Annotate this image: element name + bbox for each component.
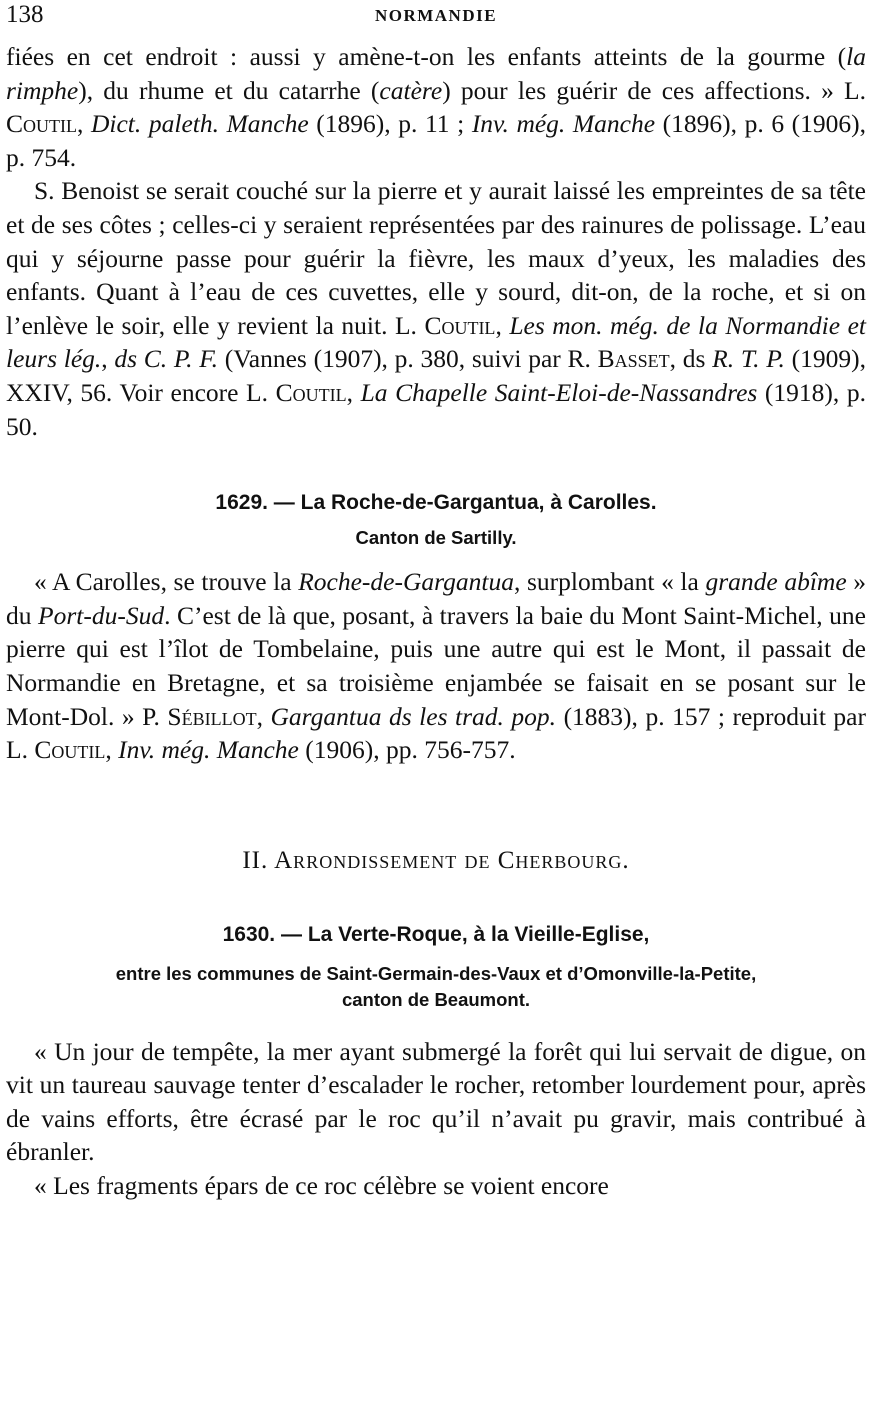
paragraph-benoist: S. Benoist se serait couché sur la pierre et y aurait laissé les empreintes de sa tête et de ses côtes ; celles-ci y seraient représentées par des rainures de polissage. L’eau qui y séjourne passe pour guérir la fièvre, les maux d’yeux, les maladies des enfants. Quant à l’eau de ces cuvettes, elle y sourd, dit-on, de la roche, et si on l’enlève le soir, elle y revient la nuit. L. Coutil, Les mon. még. de la Normandie et leurs lég., ds C. P. F. (Vannes (1907), p. 380, suivi par R. Basset, ds R. T. P. (1909), XXIV, 56. Voir encore L. Coutil, La Chapelle Saint-Eloi-de-Nassandres (1918), p. 50. [6,176,867,441]
entry-1630-communes: entre les communes de Saint-Germain-des-Vaux et d’Omonville-la-Petite, [115,962,757,984]
page-number: 138 [6,1,44,28]
entry-1630-canton: canton de Beaumont. [341,988,531,1010]
paragraph-carolles: « A Carolles, se trouve la Roche-de-Gargantua, surplombant « la grande abîme » du Port-du-Sud. C’est de là que, posant, à travers la baie du Mont Saint-Michel, une pierre qui est l’îlot de Tombelaine, puis une autre qui est le Mont, il passait de Normandie en Bretagne, et sa troisième enjambée se faisait en se posant sur le Mont-Dol. » P. Sébillot, Gargantua ds les trad. pop. (1883), p. 157 ; reproduit par L. Coutil, Inv. még. Manche (1906), pp. 756-757. [6,567,867,765]
paragraph-fragments: « Les fragments épars de ce roc célèbre se voient encore [34,1171,609,1201]
paragraph-continuation: fiées en cet endroit : aussi y amène-t-on les enfants atteints de la gourme (la rimphe), du rhume et du catarrhe (catère) pour les guérir de ces affections. » L. Coutil, Dict. paleth. Manche (1896), p. 11 ; Inv. még. Manche (1896), p. 6 (1906), p. 754. [6,42,867,172]
entry-1630-title: 1630. — La Verte-Roque, à la Vieille-Eglise, [222,922,650,946]
paragraph-tempete: « Un jour de tempête, la mer ayant submergé la forêt qui lui servait de digue, on vit un taureau sauvage tenter d’escalader le rocher, retomber lourdement pour, après de vains efforts, être écrasé par le roc qu’il n’avait pu gravir, mais contribué à ébranler. [6,1036,866,1167]
running-title: NORMANDIE [374,6,498,25]
entry-1629-canton: Canton de Sartilly. [355,527,517,549]
running-head [6,0,866,34]
section-title: II. Arrondissement de Cherbourg. [242,846,630,874]
entry-1629-title: 1629. — La Roche-de-Gargantua, à Carolles. [215,491,657,515]
document-page [6,0,866,1203]
